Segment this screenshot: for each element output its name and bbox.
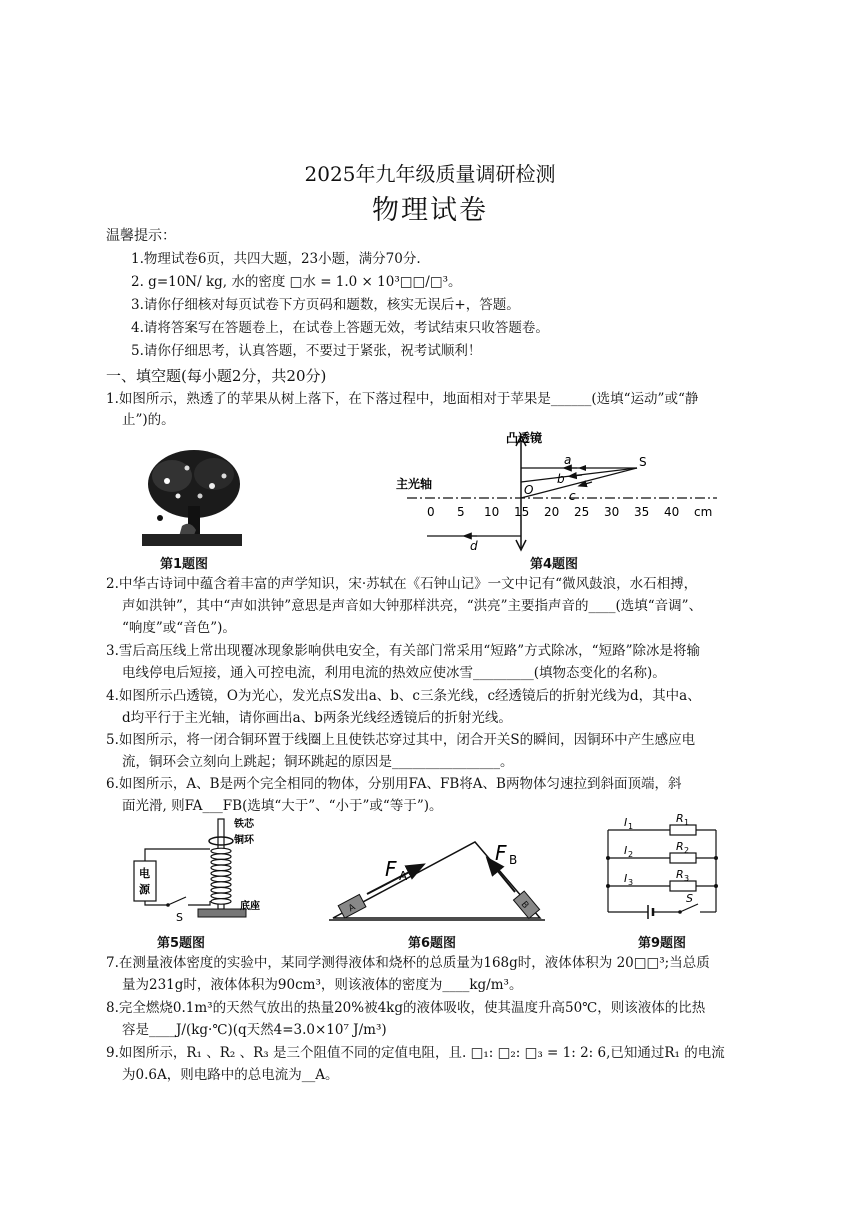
ray-a-label: a	[564, 453, 572, 467]
question-7-line-1: 7.在测量液体密度的实验中，某同学测得液体和烧杯的总质量为168g时，液体体积为 20□□³;当总质	[106, 955, 710, 971]
subject-title: 物理试卷	[372, 195, 488, 226]
coil-winding	[211, 859, 231, 865]
source-label: S	[639, 455, 647, 469]
axis-tick-label: 25	[574, 505, 590, 519]
question-3-line-2: 电线停电后短接，通入可控电流，利用电流的热效应使冰雪_________(填物态变化的名称)。	[122, 665, 666, 681]
question-4-line-2: d均平行于主光轴，请你画出a、b两条光线经透镜后的折射光线。	[122, 710, 512, 726]
power-label-1: 电	[139, 867, 150, 880]
current-3-subscript: 3	[628, 878, 634, 887]
question-8-line-2: 容是____J/(kg·℃)(q天然4=3.0×10⁷ J/m³)	[122, 1022, 387, 1038]
figure-4-convex-lens	[392, 428, 742, 552]
resistor-2-subscript: 2	[684, 846, 690, 855]
figure-6-incline	[325, 830, 550, 930]
question-8-line-1: 8.完全燃烧0.1m³的天然气放出的热量20%被4kg的液体吸收，使其温度升高50℃，则该液体的比热	[106, 1000, 706, 1016]
notes-heading: 温馨提示：	[106, 228, 176, 244]
figure-4-caption: 第4题图	[530, 557, 579, 572]
power-label-2: 源	[139, 883, 150, 896]
block-b-label: B	[518, 899, 531, 911]
figure-5-caption: 第5题图	[157, 936, 206, 951]
current-1-subscript: 1	[628, 822, 634, 831]
question-5-line-1: 5.如图所示，将一闭合铜环置于线圈上且使铁芯穿过其中，闭合开关S的瞬间，因铜环中产生感应电	[106, 732, 696, 748]
question-3-line-1: 3.雪后高压线上常出现覆冰现象影响供电安全，有关部门常采用“短路”方式除冰，“短路”除冰是将输	[106, 643, 700, 659]
axis-tick-label: 40	[664, 505, 680, 519]
figure-1-caption: 第1题图	[160, 557, 209, 572]
force-b-subscript: B	[509, 853, 518, 867]
axis-tick-label: 10	[484, 505, 500, 519]
coil-winding	[211, 876, 231, 882]
base-label: 底座	[240, 901, 260, 912]
axis-tick-label: 20	[544, 505, 560, 519]
axis-tick-label: 35	[634, 505, 650, 519]
question-9-line-2: 为0.6A，则电路中的总电流为__A。	[122, 1067, 339, 1083]
coil-winding	[211, 882, 231, 888]
coil-winding	[211, 887, 231, 893]
coil-winding	[211, 865, 231, 871]
question-9-line-1: 9.如图所示，R₁ 、R₂ 、R₃ 是三个阻值不同的定值电阻，且. □₁: □₂: □₃ = 1: 2: 6,已知通过R₁ 的电流	[106, 1045, 725, 1061]
note-1: 1.物理试卷6页，共四大题，23小题，满分70分.	[131, 251, 421, 267]
axis-label: 主光轴	[396, 477, 433, 491]
question-6-line-1: 6.如图所示，A、B是两个完全相同的物体，分别用FA、FB将A、B两物体匀速拉到斜面顶端，斜	[106, 776, 682, 792]
question-2-line-1: 2.中华古诗词中蕴含着丰富的声学知识，宋·苏轼在《石钟山记》一文中记有“微风鼓浪，水石相搏，	[106, 576, 698, 592]
note-5: 5.请你仔细思考，认真答题，不要过于紧张，祝考试顺利！	[131, 343, 482, 359]
axis-tick-label: 30	[604, 505, 620, 519]
force-a-subscript: A	[399, 869, 408, 883]
current-2-label: I	[624, 844, 628, 857]
ray-d-label: d	[470, 539, 478, 552]
axis-tick-label: 0	[427, 505, 435, 519]
ray-c-label: c	[569, 489, 576, 503]
lens-label: 凸透镜	[506, 431, 543, 445]
question-5-line-2: 流，铜环会立刻向上跳起；铜环跳起的原因是________________。	[122, 754, 514, 770]
ray-b-label: b	[557, 472, 565, 486]
block-a-label: A	[347, 902, 358, 915]
optical-center-label: O	[524, 483, 534, 497]
axis-tick-label: 15	[514, 505, 530, 519]
figure-5-coil	[130, 815, 270, 929]
coil-winding	[211, 893, 231, 899]
axis-tick-label: 5	[457, 505, 465, 519]
resistor-1-subscript: 1	[684, 818, 690, 827]
coil-winding	[211, 871, 231, 877]
force-a-label: F	[385, 857, 397, 881]
note-3: 3.请你仔细核对每页试卷下方页码和题数，核实无误后+，答题。	[131, 297, 520, 313]
figure-6-caption: 第6题图	[408, 936, 457, 951]
question-2-line-3: “响度”或“音色”)。	[122, 620, 236, 636]
switch-label: S	[686, 892, 693, 905]
core-label: 铁芯	[234, 819, 254, 830]
current-3-label: I	[624, 872, 628, 885]
switch-label: S	[176, 911, 183, 924]
question-7-line-2: 量为231g时，液体体积为90cm³，则该液体的密度为____kg/m³。	[122, 977, 523, 993]
figure-1-apple-tree	[142, 446, 242, 546]
coil-winding	[211, 899, 231, 905]
figure-9-circuit	[598, 812, 728, 930]
figure-9-caption: 第9题图	[638, 936, 687, 951]
ring-label: 铜环	[234, 835, 254, 846]
question-1-line-1: 1.如图所示，熟透了的苹果从树上落下，在下落过程中，地面相对于苹果是______(选填“运动”或“静	[106, 391, 699, 407]
current-2-subscript: 2	[628, 850, 634, 859]
coil-winding	[211, 848, 231, 854]
question-4-line-1: 4.如图所示凸透镜，O为光心，发光点S发出a、b、c三条光线，c经透镜后的折射光线为d，其中a、	[106, 688, 701, 704]
force-b-label: F	[495, 841, 507, 865]
question-1-line-2: 止”)的。	[122, 412, 175, 428]
resistor-1-label: R	[676, 812, 684, 825]
note-4: 4.请将答案写在答题卷上，在试卷上答题无效，考试结束只收答题卷。	[131, 320, 549, 336]
coil-winding	[211, 854, 231, 860]
question-2-line-2: 声如洪钟”，其中“声如洪钟”意思是声音如大钟那样洪亮，“洪亮”主要指声音的____(选填“音调”、	[122, 598, 703, 614]
resistor-3-subscript: 3	[684, 874, 690, 883]
note-2: 2. g=10N/ kg, 水的密度 □水 = 1.0 × 10³□□/□³。	[131, 274, 462, 290]
exam-title: 2025年九年级质量调研检测	[304, 162, 556, 186]
resistor-2-label: R	[676, 840, 684, 853]
section-1-title: 一、填空题(每小题2分，共20分)	[106, 367, 327, 385]
question-6-line-2: 面光滑, 则FA___FB(选填“大于”、“小于”或“等于”)。	[122, 798, 443, 814]
current-1-label: I	[624, 816, 628, 829]
axis-tick-label: cm	[694, 505, 713, 519]
resistor-3-label: R	[676, 868, 684, 881]
